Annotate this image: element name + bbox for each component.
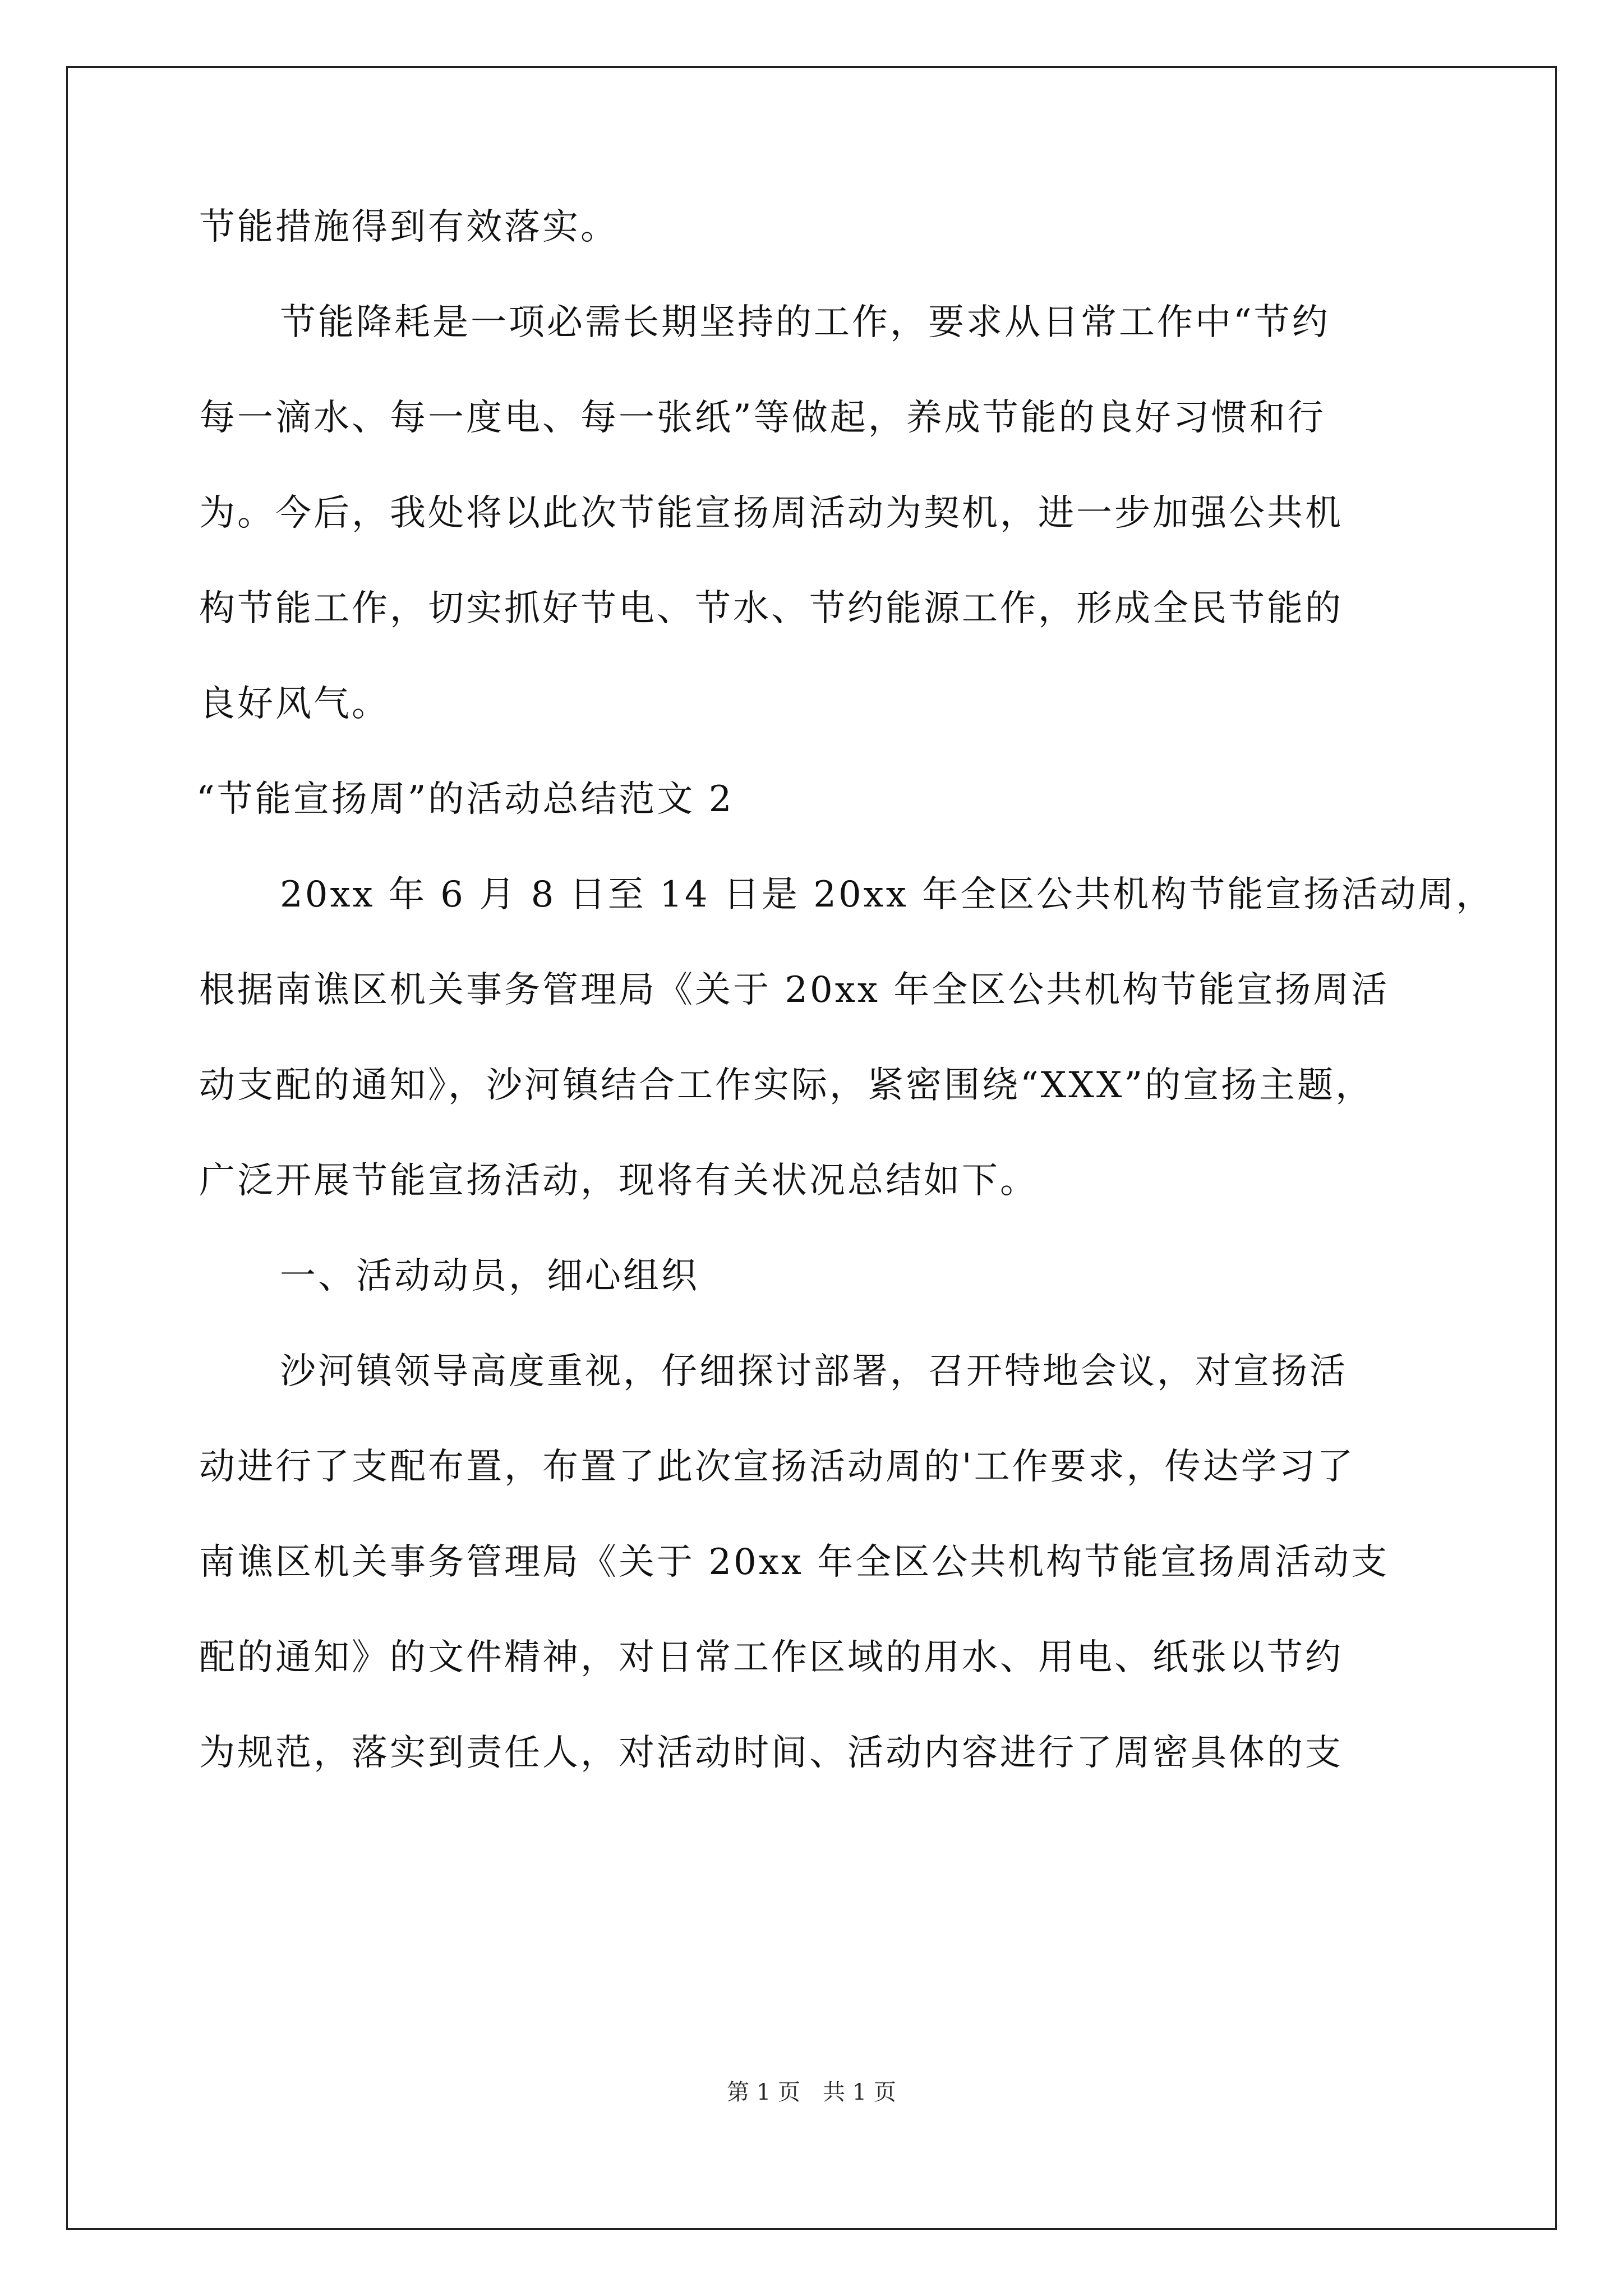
text-line: 广泛开展节能宣扬活动，现将有关状况总结如下。 [199, 1160, 1038, 1202]
text-line: 良好风气。 [199, 683, 390, 725]
text-line: 动支配的通知》，沙河镇结合工作实际，紧密围绕“XXX”的宣扬主题， [199, 1065, 1374, 1106]
text-line: 构节能工作，切实抓好节电、节水、节约能源工作，形成全民节能的 [199, 588, 1343, 629]
text-line: 配的通知》的文件精神，对日常工作区域的用水、用电、纸张以节约 [199, 1637, 1343, 1678]
section-title: “节能宣扬周”的活动总结范文 2 [196, 779, 734, 820]
page-border [66, 66, 1557, 2230]
text-line: 沙河镇领导高度重视，仔细探讨部署，召开特地会议，对宣扬活 [280, 1351, 1348, 1392]
text-line: 为规范，落实到责任人，对活动时间、活动内容进行了周密具体的支 [199, 1732, 1343, 1774]
subheading: 一、活动动员，细心组织 [280, 1255, 699, 1297]
text-line: 根据南谯区机关事务管理局《关于 20xx 年全区公共机构节能宣扬周活 [199, 969, 1390, 1011]
text-line: 每一滴水、每一度电、每一张纸”等做起，养成节能的良好习惯和行 [199, 397, 1326, 439]
text-line: 南谯区机关事务管理局《关于 20xx 年全区公共机构节能宣扬周活动支 [199, 1542, 1390, 1583]
page-footer: 第 1 页 共 1 页 [727, 2079, 896, 2105]
text-line: 20xx 年 6 月 8 日至 14 日是 20xx 年全区公共机构节能宣扬活动周， [280, 874, 1495, 915]
text-line: 动进行了支配布置，布置了此次宣扬活动周的'工作要求，传达学习了 [199, 1446, 1355, 1488]
text-line: 为。今后，我处将以此次节能宣扬周活动为契机，进一步加强公共机 [199, 493, 1343, 534]
text-line: 节能措施得到有效落实。 [199, 206, 619, 248]
text-line: 节能降耗是一项必需长期坚持的工作，要求从日常工作中“节约 [280, 302, 1330, 343]
